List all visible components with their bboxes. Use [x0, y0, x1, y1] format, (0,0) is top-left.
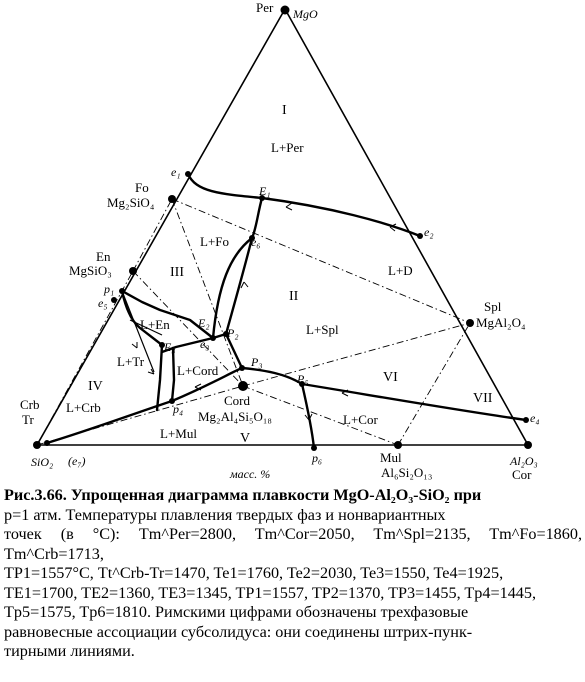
field-l-crb: L+Crb	[66, 400, 101, 415]
point-mul	[394, 441, 402, 449]
roman-ii: II	[289, 289, 299, 304]
label-E1: E₁	[259, 184, 271, 198]
label-mul: Mul	[380, 450, 402, 465]
label-e5: e₅	[98, 296, 108, 310]
point-cord	[238, 381, 248, 391]
point-en	[129, 267, 137, 275]
label-fo-formula: Mg₂SiO₄	[107, 195, 155, 210]
label-cord: Cord	[224, 393, 250, 408]
caption-line-5: TE1=1700, TE2=1360, TE3=1345, TP1=1557, TP2=1370, TP3=1455, Tp4=1445,	[4, 583, 537, 602]
label-crb: Crb	[20, 397, 40, 412]
label-p1: p₁	[104, 282, 115, 296]
field-l-cord: L+Cord	[177, 363, 219, 378]
composition-triangle	[37, 9, 528, 445]
label-e7: (e₇)	[68, 454, 86, 468]
field-l-mul: L+Mul	[160, 426, 197, 441]
label-e4: e₄	[530, 411, 540, 425]
figure-caption	[4, 486, 582, 662]
label-e1: e₁	[171, 165, 181, 179]
label-spl-formula: MgAl₂O₄	[476, 315, 526, 330]
direction-arrows	[132, 203, 396, 420]
field-l-cor: L+Cor	[343, 412, 378, 427]
caption-line-3: точек (в °С): Tm^Per=2800, Tm^Cor=2050, Tm^Spl=2135, Tm^Fo=1860, Tm^Crb=1713,	[4, 525, 582, 563]
label-cor: Cor	[512, 467, 532, 482]
field-l-per: L+Per	[271, 140, 304, 155]
label-en: En	[96, 249, 111, 264]
caption-line-1: Рис.3.66. Упрощенная диаграмма плавкости MgO-Al₂O₃-SiO₂ при	[4, 486, 482, 504]
label-en-formula: MgSiO₃	[69, 263, 112, 278]
field-l-d: L+D	[388, 263, 413, 278]
label-tr: Tr	[22, 412, 34, 427]
label-mgo: MgO	[293, 7, 318, 21]
label-sio2: SiO₂	[31, 455, 54, 469]
point-fo	[168, 195, 176, 203]
label-mul-formula: Al₆Si₂O₁₃	[381, 465, 433, 480]
field-l-fo: L+Fo	[200, 234, 230, 249]
label-e2: e₂	[424, 225, 434, 239]
label-e6: e₆	[251, 235, 261, 249]
caption-line-4: TP1=1557°С, Tt^Crb-Tr=1470, Te1=1760, Te2=2030, Te3=1550, Te4=1925,	[4, 564, 504, 582]
roman-vi: VI	[383, 370, 398, 385]
label-per: Per	[256, 0, 274, 15]
point-mgo	[281, 6, 290, 15]
caption-line-8: тирными линиями.	[4, 642, 135, 660]
roman-i: I	[282, 103, 287, 118]
label-P5: P₅	[297, 372, 309, 386]
caption-line-7: равновесные ассоциации субсолидуса: они соединены штрих-пунк-	[4, 622, 473, 641]
label-al2o3: Al₂O₃	[510, 454, 538, 468]
caption-line-2: р=1 атм. Температуры плавления твердых фаз и нонвариантных	[4, 505, 446, 524]
label-cord-formula: Mg₂Al₄Si₅O₁₈	[198, 409, 272, 424]
label-p6: p₆	[312, 451, 323, 465]
point-al2o3	[524, 441, 532, 449]
point-sio2	[33, 441, 41, 449]
label-E3: E₃	[164, 340, 176, 354]
roman-iv: IV	[88, 379, 103, 394]
label-E2: E₂	[198, 316, 210, 330]
axis-note: масс. %	[230, 467, 271, 481]
roman-vii: VII	[473, 391, 493, 406]
label-P3: P₃	[251, 355, 263, 369]
field-l-spl: L+Spl	[306, 322, 339, 337]
field-l-tr: L+Tr	[117, 354, 145, 369]
field-l-en: L+En	[140, 317, 170, 332]
compound-points	[33, 6, 532, 450]
caption-line-6: Tp5=1575, Tp6=1810. Римскими цифрами обозначены трехфазовые	[4, 603, 469, 621]
label-P2: P₂	[227, 326, 239, 340]
roman-v: V	[240, 431, 251, 446]
roman-iii: III	[170, 265, 184, 280]
label-p4: p₄	[173, 402, 184, 416]
label-e3: e₃	[200, 337, 210, 351]
point-spl	[466, 319, 474, 327]
label-fo: Fo	[135, 180, 149, 195]
label-spl: Spl	[484, 299, 502, 314]
